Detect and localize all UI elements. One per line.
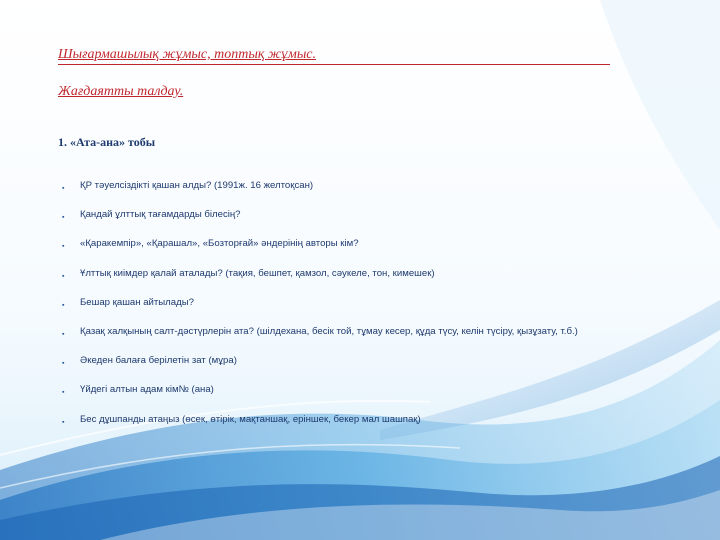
list-item [62, 178, 682, 207]
list-item [62, 295, 682, 324]
list-item-text: Қандай ұлттық тағамдарды білесің? [80, 209, 241, 221]
list-item-text: Ұлттық киімдер қалай аталады? (тақия, бешпет, қамзол, сәукеле, тон, кимешек) [80, 267, 435, 279]
list-item-text: Үйдегі алтын адам кім№ (ана) [80, 384, 214, 396]
question-list [62, 178, 682, 441]
list-item-text: Бес дұшпанды атаңыз (өсек, өтірік, мақтаншақ, еріншек, бекер мал шашпақ) [80, 413, 421, 425]
list-item [62, 382, 682, 411]
list-item [62, 412, 682, 441]
list-item [62, 353, 682, 382]
square-bullet-icon: ▪ [62, 185, 65, 192]
square-bullet-icon: ▪ [62, 330, 65, 338]
slide-title: Шығармашылық жұмыс, топтық жұмыс. [58, 46, 610, 65]
list-item [62, 324, 682, 353]
square-bullet-icon: ▪ [62, 301, 65, 309]
square-bullet-icon: ▪ [62, 418, 65, 426]
list-item [62, 236, 682, 265]
square-bullet-icon: ▪ [62, 389, 65, 397]
square-bullet-icon: ▪ [62, 243, 65, 251]
list-item-text: Әкеден балаға берілетін зат (мұра) [80, 355, 237, 367]
square-bullet-icon: ▪ [62, 272, 65, 280]
square-bullet-icon: ▪ [62, 360, 65, 368]
list-item-text: ҚР тәуелсіздікті қашан алды? (1991ж. 16 желтоқсан) [80, 180, 314, 191]
list-item-text: Қазақ халқының салт-дәстүрлерін ата? (шілдехана, бесік той, тұмау кесер, құда түсу, келін түсіру, қызұзату, т.б.) [80, 325, 578, 337]
slide-subtitle: Жағдаятты талдау. [58, 84, 184, 99]
list-item-text: «Қаракемпір», «Қарашал», «Бозторғай» әндерінің авторы кім? [80, 238, 359, 250]
group-heading: 1. «Ата-ана» тобы [58, 135, 156, 149]
list-item-text: Бешар қашан айтылады? [80, 296, 194, 308]
list-item [62, 207, 682, 236]
list-item [62, 266, 682, 295]
square-bullet-icon: ▪ [62, 214, 65, 222]
